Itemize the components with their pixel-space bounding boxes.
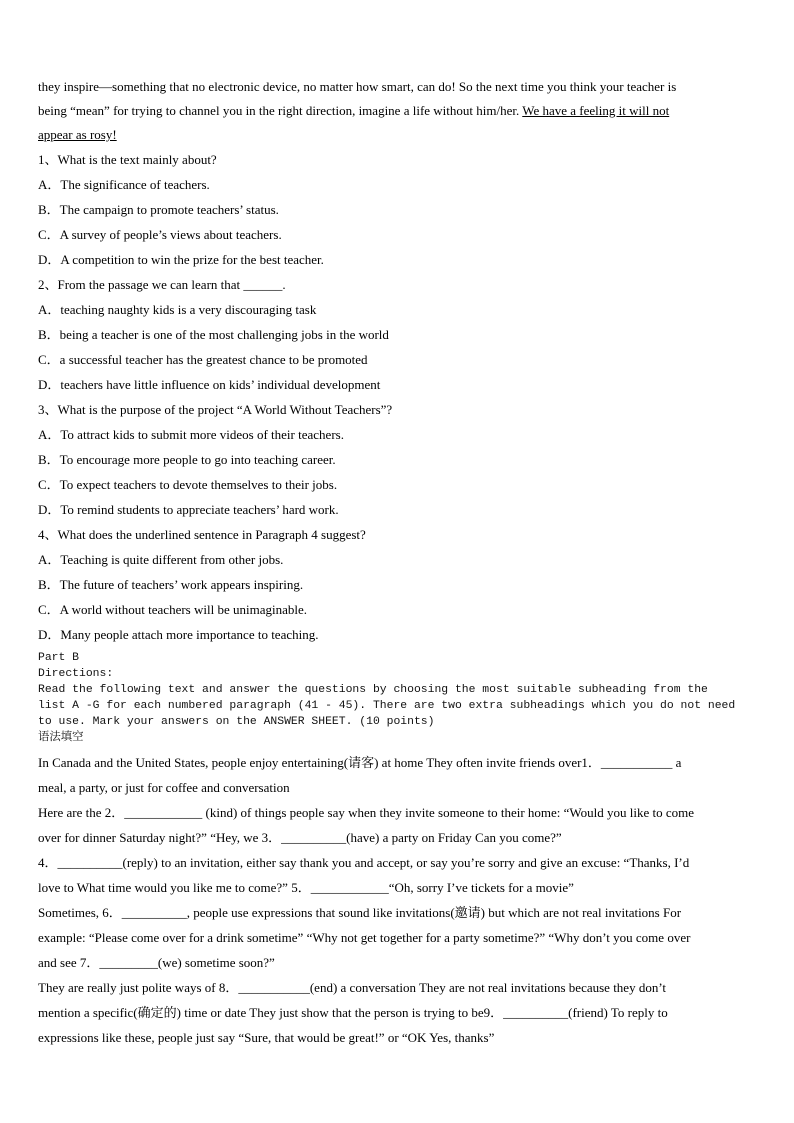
passage-line: they inspire—something that no electronic device, no matter how smart, can do! So the next time you think your teacher is [38, 79, 677, 94]
part-b-title: Part B [38, 652, 80, 664]
cloze-line: and see 7．_________(we) sometime soon?” [38, 955, 275, 970]
cloze-line: expressions like these, people just say “Sure, that would be great!” or “OK Yes, thanks” [38, 1030, 495, 1045]
question-stem: 4、What does the underlined sentence in Paragraph 4 suggest? [38, 527, 366, 542]
part-b [38, 650, 758, 746]
passage-line [38, 99, 758, 123]
answer-option: D．teachers have little influence on kids’ individual development [38, 377, 381, 392]
question-stem: 3、What is the purpose of the project “A World Without Teachers”? [38, 402, 393, 417]
directions-label: Directions: [38, 668, 114, 680]
cloze-line: 4．__________(reply) to an invitation, either say thank you and accept, or say you’re sorry and give an excuse: “Thanks, I’d [38, 855, 690, 870]
answer-option: D．A competition to win the prize for the best teacher. [38, 252, 324, 267]
document-page [38, 75, 758, 1050]
section-title: 语法填空 [38, 732, 84, 744]
cloze-line: example: “Please come over for a drink sometime” “Why not get together for a party sometime?” “Why don’t you come over [38, 930, 691, 945]
answer-option: B．The future of teachers’ work appears inspiring. [38, 577, 304, 592]
passage-line [38, 123, 758, 147]
question-stem: 2、From the passage we can learn that ______. [38, 277, 286, 292]
cloze-line: They are really just polite ways of 8．___________(end) a conversation They are not real invitations because they don’t [38, 980, 667, 995]
answer-option: A．To attract kids to submit more videos of their teachers. [38, 427, 344, 442]
answer-option: A．The significance of teachers. [38, 177, 210, 192]
cloze-line: mention a specific(确定的) time or date They just show that the person is trying to be9．__________(friend) To reply to [38, 1005, 668, 1020]
cloze-passage [38, 750, 758, 1050]
question-list [38, 147, 758, 647]
directions-line: Read the following text and answer the questions by choosing the most suitable subheading from the [38, 684, 708, 696]
answer-option: A．Teaching is quite different from other jobs. [38, 552, 284, 567]
answer-option: C．To expect teachers to devote themselves to their jobs. [38, 477, 338, 492]
answer-option: C．a successful teacher has the greatest chance to be promoted [38, 352, 368, 367]
passage-text: being “mean” for trying to channel you in the right direction, imagine a life without him/her. [38, 103, 523, 118]
answer-option: C．A survey of people’s views about teachers. [38, 227, 282, 242]
cloze-line: Sometimes, 6．__________, people use expressions that sound like invitations(邀请) but which are not real invitations For [38, 905, 682, 920]
cloze-line: meal, a party, or just for coffee and conversation [38, 780, 290, 795]
underlined-sentence: We have a feeling it will not [522, 103, 670, 118]
answer-option: D．Many people attach more importance to teaching. [38, 627, 319, 642]
directions-line: to use. Mark your answers on the ANSWER SHEET. (10 points) [38, 716, 435, 728]
directions-line: list A -G for each numbered paragraph (41 - 45). There are two extra subheadings which you do not need [38, 700, 736, 712]
cloze-line: In Canada and the United States, people enjoy entertaining(请客) at home They often invite friends over1．___________ a [38, 755, 682, 770]
cloze-line: over for dinner Saturday night?” “Hey, we 3．__________(have) a party on Friday Can you come?” [38, 830, 562, 845]
answer-option: B．To encourage more people to go into teaching career. [38, 452, 336, 467]
cloze-line: Here are the 2．____________ (kind) of things people say when they invite someone to their home: “Would you like to come [38, 805, 695, 820]
underlined-sentence: appear as rosy! [38, 127, 117, 142]
question-stem: 1、What is the text mainly about? [38, 152, 217, 167]
answer-option: C．A world without teachers will be unimaginable. [38, 602, 307, 617]
cloze-line: love to What time would you like me to come?” 5．____________“Oh, sorry I’ve tickets for a movie” [38, 880, 574, 895]
answer-option: A．teaching naughty kids is a very discouraging task [38, 302, 317, 317]
answer-option: B．being a teacher is one of the most challenging jobs in the world [38, 327, 389, 342]
answer-option: B．The campaign to promote teachers’ status. [38, 202, 279, 217]
answer-option: D．To remind students to appreciate teachers’ hard work. [38, 502, 339, 517]
